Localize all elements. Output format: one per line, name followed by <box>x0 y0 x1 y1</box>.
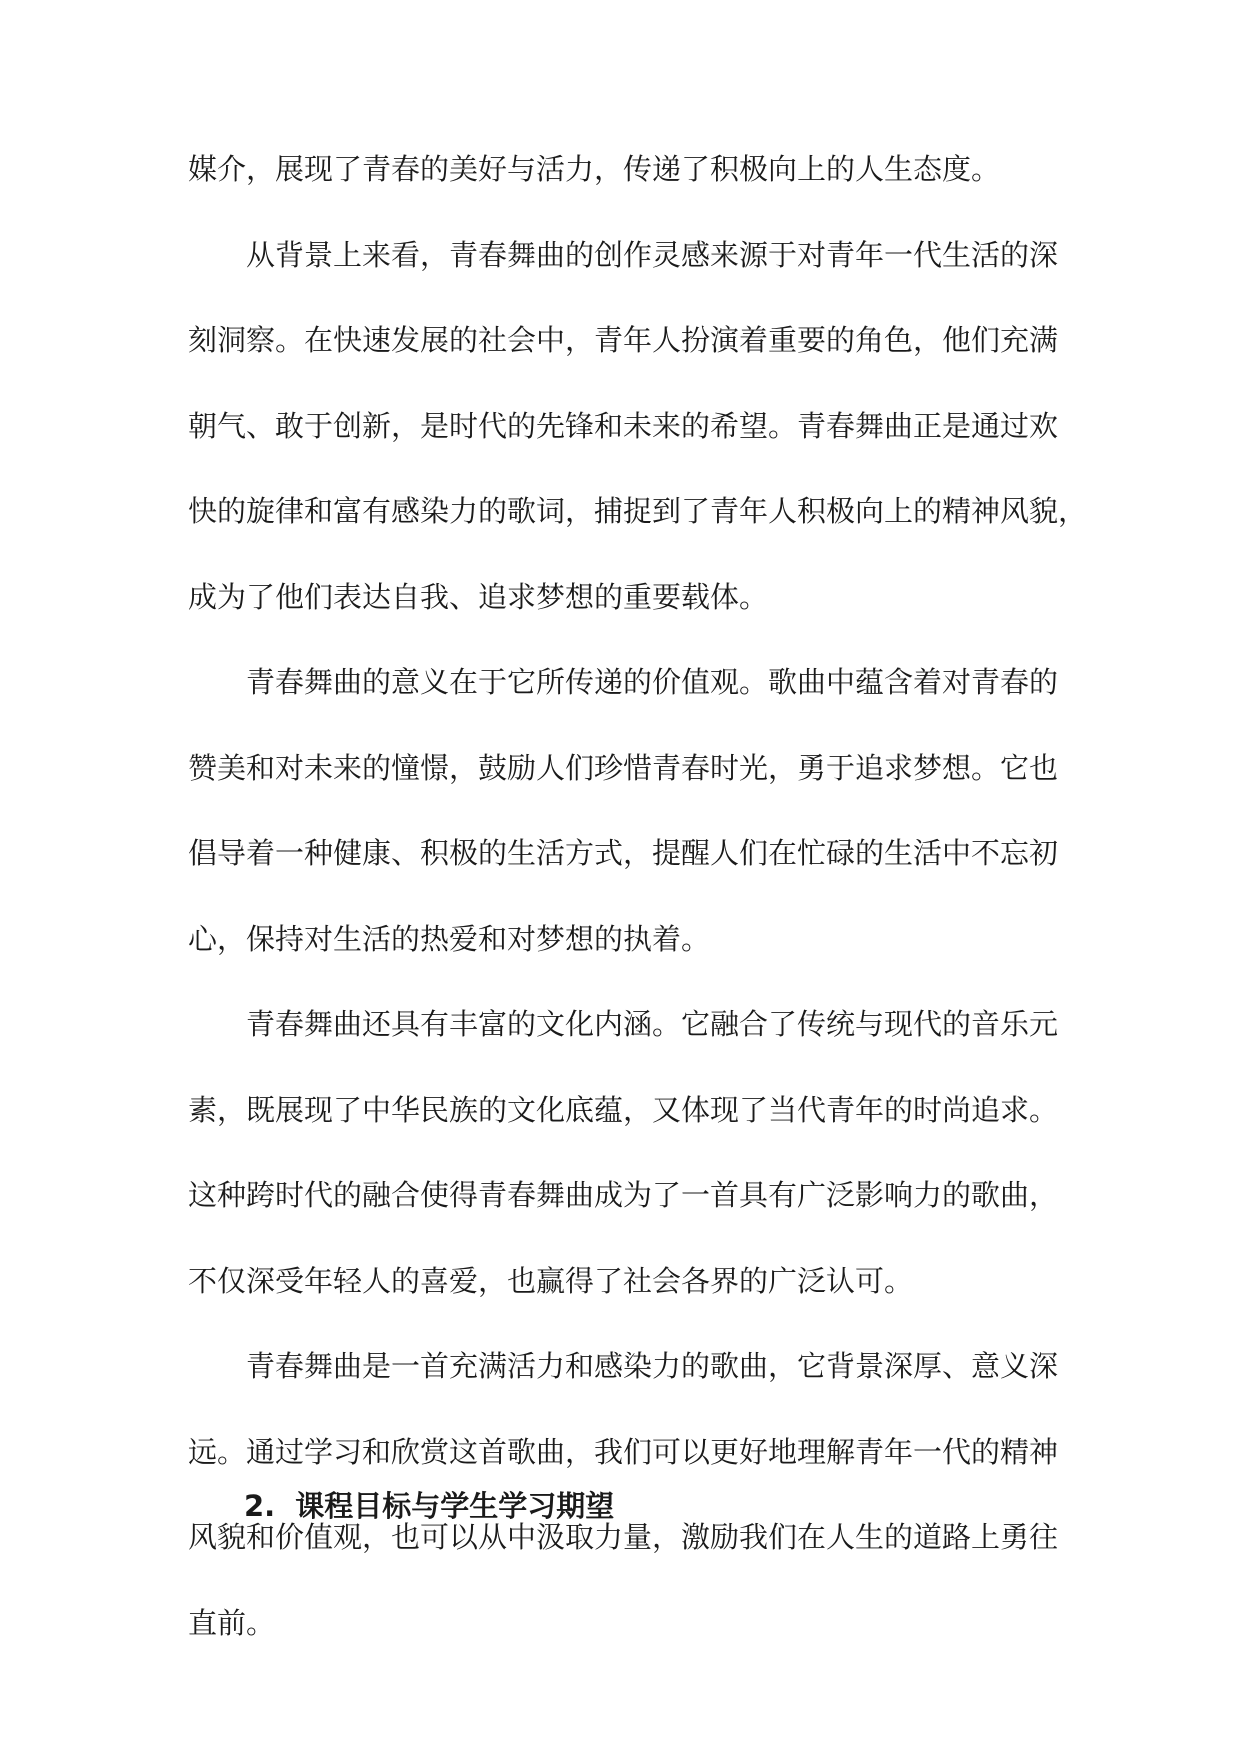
text-line: 不仅深受年轻人的喜爱，也赢得了社会各界的广泛认可。 <box>188 1263 914 1298</box>
text-line: 心，保持对生活的热爱和对梦想的执着。 <box>188 921 711 956</box>
text-line: 媒介，展现了青春的美好与活力，传递了积极向上的人生态度。 <box>188 152 1001 186</box>
text-line: 远。通过学习和欣赏这首歌曲，我们可以更好地理解青年一代的精神 <box>188 1434 1059 1469</box>
text-line: 刻洞察。在快速发展的社会中，青年人扮演着重要的角色，他们充满 <box>188 323 1059 357</box>
text-line: 素，既展现了中华民族的文化底蕴，又体现了当代青年的时尚追求。 <box>188 1092 1059 1127</box>
section-number: 2. <box>244 1489 276 1523</box>
text-line: 朝气、敢于创新，是时代的先锋和未来的希望。青春舞曲正是通过欢 <box>188 408 1059 443</box>
section-title: 课程目标与学生学习期望 <box>295 1489 615 1523</box>
text-line: 成为了他们表达自我、追求梦想的重要载体。 <box>188 579 769 614</box>
text-line: 从背景上来看，青春舞曲的创作灵感来源于对青年一代生活的深 <box>246 237 1059 272</box>
text-line: 青春舞曲还具有丰富的文化内涵。它融合了传统与现代的音乐元 <box>246 1007 1059 1041</box>
document-body <box>188 137 1088 1676</box>
text-line: 这种跨时代的融合使得青春舞曲成为了一首具有广泛影响力的歌曲， <box>188 1178 1059 1212</box>
text-line: 青春舞曲是一首充满活力和感染力的歌曲，它背景深厚、意义深 <box>246 1349 1059 1383</box>
text-line: 快的旋律和富有感染力的歌词，捕捉到了青年人积极向上的精神风貌， <box>188 494 1088 528</box>
section-heading <box>244 1478 614 1534</box>
text-line: 风貌和价值观，也可以从中汲取力量，激励我们在人生的道路上勇往 <box>188 1520 1059 1554</box>
text-line: 赞美和对未来的憧憬，鼓励人们珍惜青春时光，勇于追求梦想。它也 <box>188 750 1059 785</box>
text-line: 青春舞曲的意义在于它所传递的价值观。歌曲中蕴含着对青春的 <box>246 665 1059 699</box>
text-line: 倡导着一种健康、积极的生活方式，提醒人们在忙碌的生活中不忘初 <box>188 836 1059 870</box>
text-line: 直前。 <box>188 1605 276 1640</box>
